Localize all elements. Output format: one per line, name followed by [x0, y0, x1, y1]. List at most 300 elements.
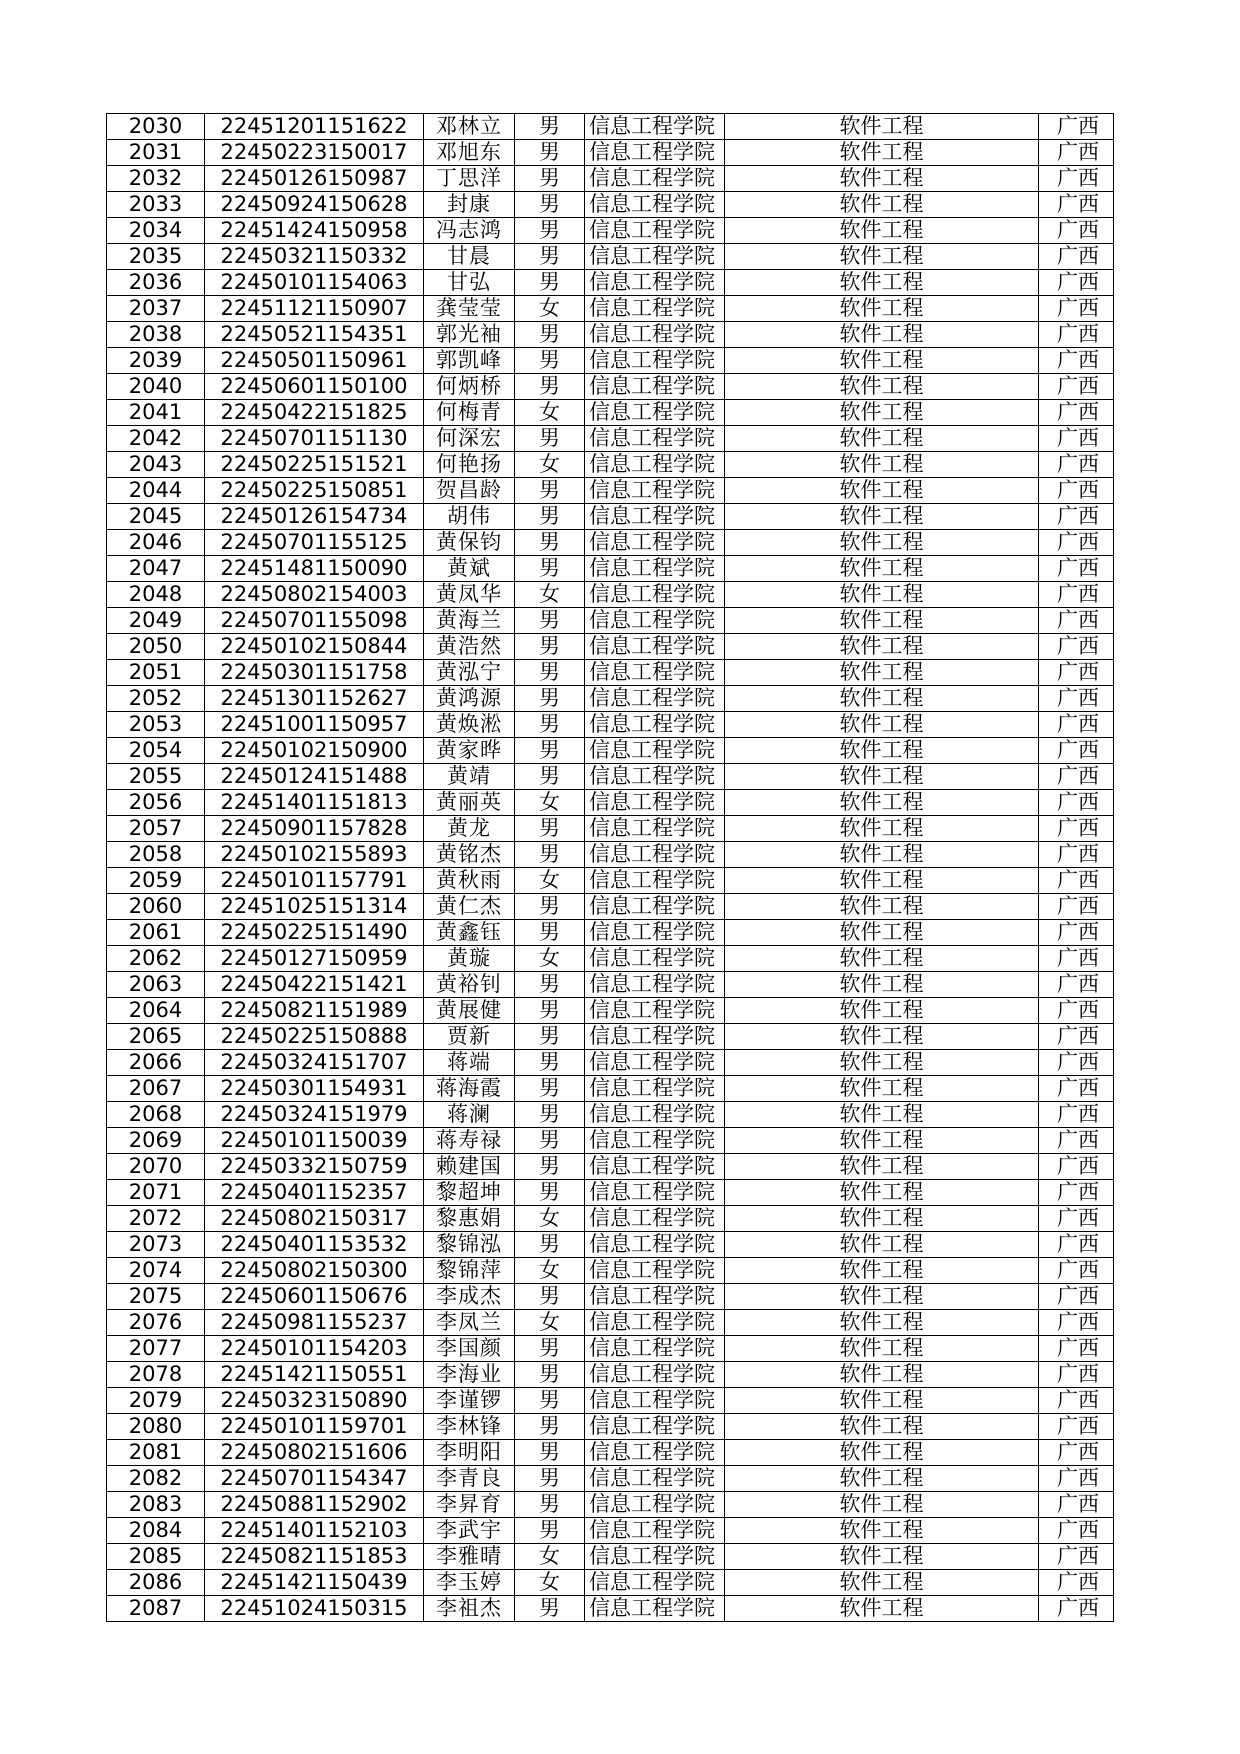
college-cell: 信息工程学院: [585, 920, 725, 946]
college-cell: 信息工程学院: [585, 1362, 725, 1388]
college-cell: 信息工程学院: [585, 322, 725, 348]
exam-id-cell: 22450225150888: [205, 1024, 424, 1050]
name-cell: 封康: [424, 192, 515, 218]
major-cell: 软件工程: [725, 192, 1039, 218]
province-cell: 广西: [1039, 1466, 1114, 1492]
major-cell: 软件工程: [725, 1310, 1039, 1336]
seq-cell: 2063: [107, 972, 205, 998]
name-cell: 黄璇: [424, 946, 515, 972]
major-cell: 软件工程: [725, 1362, 1039, 1388]
exam-id-cell: 22450101154203: [205, 1336, 424, 1362]
exam-id-cell: 22450601150100: [205, 374, 424, 400]
table-row: [107, 1440, 1114, 1466]
table-row: [107, 1414, 1114, 1440]
gender-cell: 女: [515, 1570, 585, 1596]
name-cell: 黄展健: [424, 998, 515, 1024]
province-cell: 广西: [1039, 1180, 1114, 1206]
college-cell: 信息工程学院: [585, 738, 725, 764]
seq-cell: 2048: [107, 582, 205, 608]
college-cell: 信息工程学院: [585, 1024, 725, 1050]
major-cell: 软件工程: [725, 790, 1039, 816]
major-cell: 软件工程: [725, 426, 1039, 452]
gender-cell: 男: [515, 478, 585, 504]
college-cell: 信息工程学院: [585, 348, 725, 374]
college-cell: 信息工程学院: [585, 1388, 725, 1414]
name-cell: 黎超坤: [424, 1180, 515, 1206]
gender-cell: 女: [515, 946, 585, 972]
college-cell: 信息工程学院: [585, 1492, 725, 1518]
college-cell: 信息工程学院: [585, 1128, 725, 1154]
table-row: [107, 192, 1114, 218]
exam-id-cell: 22451421150439: [205, 1570, 424, 1596]
major-cell: 软件工程: [725, 764, 1039, 790]
name-cell: 黄丽英: [424, 790, 515, 816]
seq-cell: 2058: [107, 842, 205, 868]
province-cell: 广西: [1039, 244, 1114, 270]
seq-cell: 2061: [107, 920, 205, 946]
major-cell: 软件工程: [725, 1336, 1039, 1362]
seq-cell: 2087: [107, 1596, 205, 1622]
exam-id-cell: 22451481150090: [205, 556, 424, 582]
province-cell: 广西: [1039, 192, 1114, 218]
college-cell: 信息工程学院: [585, 660, 725, 686]
name-cell: 黎锦萍: [424, 1258, 515, 1284]
province-cell: 广西: [1039, 218, 1114, 244]
college-cell: 信息工程学院: [585, 1596, 725, 1622]
exam-id-cell: 22451401151813: [205, 790, 424, 816]
province-cell: 广西: [1039, 348, 1114, 374]
province-cell: 广西: [1039, 1310, 1114, 1336]
exam-id-cell: 22451025151314: [205, 894, 424, 920]
name-cell: 何炳桥: [424, 374, 515, 400]
exam-id-cell: 22450422151825: [205, 400, 424, 426]
province-cell: 广西: [1039, 1388, 1114, 1414]
table-row: [107, 1232, 1114, 1258]
gender-cell: 男: [515, 1024, 585, 1050]
gender-cell: 男: [515, 660, 585, 686]
major-cell: 软件工程: [725, 1466, 1039, 1492]
gender-cell: 男: [515, 530, 585, 556]
name-cell: 蒋端: [424, 1050, 515, 1076]
table-row: [107, 1206, 1114, 1232]
college-cell: 信息工程学院: [585, 218, 725, 244]
name-cell: 李明阳: [424, 1440, 515, 1466]
gender-cell: 男: [515, 686, 585, 712]
seq-cell: 2031: [107, 140, 205, 166]
college-cell: 信息工程学院: [585, 868, 725, 894]
major-cell: 软件工程: [725, 1388, 1039, 1414]
major-cell: 软件工程: [725, 946, 1039, 972]
exam-id-cell: 22450981155237: [205, 1310, 424, 1336]
gender-cell: 男: [515, 1596, 585, 1622]
name-cell: 甘晨: [424, 244, 515, 270]
province-cell: 广西: [1039, 1024, 1114, 1050]
name-cell: 黄龙: [424, 816, 515, 842]
province-cell: 广西: [1039, 1102, 1114, 1128]
name-cell: 郭凯峰: [424, 348, 515, 374]
college-cell: 信息工程学院: [585, 1258, 725, 1284]
exam-id-cell: 22450101157791: [205, 868, 424, 894]
name-cell: 黄海兰: [424, 608, 515, 634]
gender-cell: 男: [515, 1466, 585, 1492]
college-cell: 信息工程学院: [585, 478, 725, 504]
province-cell: 广西: [1039, 1440, 1114, 1466]
table-row: [107, 738, 1114, 764]
table-row: [107, 1596, 1114, 1622]
gender-cell: 男: [515, 1284, 585, 1310]
seq-cell: 2067: [107, 1076, 205, 1102]
seq-cell: 2050: [107, 634, 205, 660]
major-cell: 软件工程: [725, 244, 1039, 270]
province-cell: 广西: [1039, 1258, 1114, 1284]
college-cell: 信息工程学院: [585, 582, 725, 608]
gender-cell: 男: [515, 114, 585, 140]
province-cell: 广西: [1039, 166, 1114, 192]
major-cell: 软件工程: [725, 660, 1039, 686]
name-cell: 甘弘: [424, 270, 515, 296]
major-cell: 软件工程: [725, 452, 1039, 478]
table-row: [107, 608, 1114, 634]
province-cell: 广西: [1039, 842, 1114, 868]
gender-cell: 女: [515, 1310, 585, 1336]
gender-cell: 男: [515, 218, 585, 244]
table-row: [107, 1310, 1114, 1336]
gender-cell: 女: [515, 296, 585, 322]
province-cell: 广西: [1039, 478, 1114, 504]
college-cell: 信息工程学院: [585, 1570, 725, 1596]
exam-id-cell: 22450881152902: [205, 1492, 424, 1518]
exam-id-cell: 22450802151606: [205, 1440, 424, 1466]
gender-cell: 女: [515, 1544, 585, 1570]
seq-cell: 2056: [107, 790, 205, 816]
name-cell: 蒋海霞: [424, 1076, 515, 1102]
seq-cell: 2043: [107, 452, 205, 478]
seq-cell: 2064: [107, 998, 205, 1024]
table-row: [107, 946, 1114, 972]
name-cell: 黄鸿源: [424, 686, 515, 712]
table-row: [107, 868, 1114, 894]
college-cell: 信息工程学院: [585, 452, 725, 478]
exam-id-cell: 22450802150317: [205, 1206, 424, 1232]
province-cell: 广西: [1039, 1050, 1114, 1076]
province-cell: 广西: [1039, 738, 1114, 764]
exam-id-cell: 22450126154734: [205, 504, 424, 530]
gender-cell: 男: [515, 426, 585, 452]
college-cell: 信息工程学院: [585, 426, 725, 452]
college-cell: 信息工程学院: [585, 712, 725, 738]
table-row: [107, 1388, 1114, 1414]
province-cell: 广西: [1039, 452, 1114, 478]
exam-id-cell: 22450323150890: [205, 1388, 424, 1414]
major-cell: 软件工程: [725, 894, 1039, 920]
exam-id-cell: 22450501150961: [205, 348, 424, 374]
table-row: [107, 270, 1114, 296]
gender-cell: 男: [515, 244, 585, 270]
name-cell: 何梅青: [424, 400, 515, 426]
seq-cell: 2039: [107, 348, 205, 374]
exam-id-cell: 22450301154931: [205, 1076, 424, 1102]
college-cell: 信息工程学院: [585, 114, 725, 140]
province-cell: 广西: [1039, 790, 1114, 816]
student-roster-table: [106, 113, 1114, 1622]
gender-cell: 男: [515, 1388, 585, 1414]
table-row: [107, 1024, 1114, 1050]
table-row: [107, 478, 1114, 504]
gender-cell: 男: [515, 1050, 585, 1076]
major-cell: 软件工程: [725, 1440, 1039, 1466]
table-row: [107, 894, 1114, 920]
major-cell: 软件工程: [725, 868, 1039, 894]
exam-id-cell: 22450101154063: [205, 270, 424, 296]
table-row: [107, 920, 1114, 946]
major-cell: 软件工程: [725, 1492, 1039, 1518]
name-cell: 何深宏: [424, 426, 515, 452]
major-cell: 软件工程: [725, 1518, 1039, 1544]
exam-id-cell: 22450225150851: [205, 478, 424, 504]
major-cell: 软件工程: [725, 712, 1039, 738]
exam-id-cell: 22451421150551: [205, 1362, 424, 1388]
name-cell: 李凤兰: [424, 1310, 515, 1336]
seq-cell: 2030: [107, 114, 205, 140]
seq-cell: 2040: [107, 374, 205, 400]
table-row: [107, 1518, 1114, 1544]
exam-id-cell: 22450701155098: [205, 608, 424, 634]
name-cell: 李成杰: [424, 1284, 515, 1310]
seq-cell: 2074: [107, 1258, 205, 1284]
college-cell: 信息工程学院: [585, 764, 725, 790]
college-cell: 信息工程学院: [585, 1232, 725, 1258]
gender-cell: 男: [515, 816, 585, 842]
table-row: [107, 1102, 1114, 1128]
major-cell: 软件工程: [725, 582, 1039, 608]
seq-cell: 2068: [107, 1102, 205, 1128]
seq-cell: 2035: [107, 244, 205, 270]
exam-id-cell: 22450324151979: [205, 1102, 424, 1128]
roster-body: [107, 114, 1114, 1622]
name-cell: 黄斌: [424, 556, 515, 582]
name-cell: 李国颜: [424, 1336, 515, 1362]
table-row: [107, 764, 1114, 790]
major-cell: 软件工程: [725, 400, 1039, 426]
college-cell: 信息工程学院: [585, 270, 725, 296]
province-cell: 广西: [1039, 634, 1114, 660]
seq-cell: 2069: [107, 1128, 205, 1154]
table-row: [107, 660, 1114, 686]
college-cell: 信息工程学院: [585, 608, 725, 634]
major-cell: 软件工程: [725, 504, 1039, 530]
exam-id-cell: 22450324151707: [205, 1050, 424, 1076]
exam-id-cell: 22450422151421: [205, 972, 424, 998]
exam-id-cell: 22450126150987: [205, 166, 424, 192]
gender-cell: 男: [515, 842, 585, 868]
province-cell: 广西: [1039, 972, 1114, 998]
gender-cell: 男: [515, 998, 585, 1024]
exam-id-cell: 22450102150844: [205, 634, 424, 660]
college-cell: 信息工程学院: [585, 894, 725, 920]
gender-cell: 男: [515, 738, 585, 764]
seq-cell: 2060: [107, 894, 205, 920]
major-cell: 软件工程: [725, 1206, 1039, 1232]
exam-id-cell: 22450901157828: [205, 816, 424, 842]
province-cell: 广西: [1039, 114, 1114, 140]
gender-cell: 男: [515, 556, 585, 582]
major-cell: 软件工程: [725, 1154, 1039, 1180]
province-cell: 广西: [1039, 1232, 1114, 1258]
seq-cell: 2081: [107, 1440, 205, 1466]
seq-cell: 2055: [107, 764, 205, 790]
college-cell: 信息工程学院: [585, 1206, 725, 1232]
province-cell: 广西: [1039, 712, 1114, 738]
province-cell: 广西: [1039, 400, 1114, 426]
name-cell: 李青良: [424, 1466, 515, 1492]
exam-id-cell: 22451024150315: [205, 1596, 424, 1622]
college-cell: 信息工程学院: [585, 1076, 725, 1102]
major-cell: 软件工程: [725, 114, 1039, 140]
college-cell: 信息工程学院: [585, 1466, 725, 1492]
major-cell: 软件工程: [725, 322, 1039, 348]
province-cell: 广西: [1039, 140, 1114, 166]
college-cell: 信息工程学院: [585, 842, 725, 868]
table-row: [107, 530, 1114, 556]
major-cell: 软件工程: [725, 296, 1039, 322]
exam-id-cell: 22450401153532: [205, 1232, 424, 1258]
gender-cell: 男: [515, 920, 585, 946]
college-cell: 信息工程学院: [585, 1440, 725, 1466]
exam-id-cell: 22450225151490: [205, 920, 424, 946]
province-cell: 广西: [1039, 1284, 1114, 1310]
college-cell: 信息工程学院: [585, 1050, 725, 1076]
major-cell: 软件工程: [725, 348, 1039, 374]
seq-cell: 2085: [107, 1544, 205, 1570]
gender-cell: 男: [515, 374, 585, 400]
province-cell: 广西: [1039, 816, 1114, 842]
seq-cell: 2051: [107, 660, 205, 686]
table-row: [107, 322, 1114, 348]
seq-cell: 2034: [107, 218, 205, 244]
exam-id-cell: 22450821151853: [205, 1544, 424, 1570]
gender-cell: 男: [515, 140, 585, 166]
seq-cell: 2083: [107, 1492, 205, 1518]
table-row: [107, 1258, 1114, 1284]
province-cell: 广西: [1039, 270, 1114, 296]
name-cell: 李武宇: [424, 1518, 515, 1544]
gender-cell: 女: [515, 400, 585, 426]
name-cell: 李林锋: [424, 1414, 515, 1440]
college-cell: 信息工程学院: [585, 1154, 725, 1180]
province-cell: 广西: [1039, 1362, 1114, 1388]
table-row: [107, 296, 1114, 322]
major-cell: 软件工程: [725, 1596, 1039, 1622]
province-cell: 广西: [1039, 660, 1114, 686]
table-row: [107, 1180, 1114, 1206]
college-cell: 信息工程学院: [585, 998, 725, 1024]
name-cell: 胡伟: [424, 504, 515, 530]
exam-id-cell: 22451301152627: [205, 686, 424, 712]
exam-id-cell: 22450102155893: [205, 842, 424, 868]
name-cell: 黄家晔: [424, 738, 515, 764]
province-cell: 广西: [1039, 1544, 1114, 1570]
table-row: [107, 1076, 1114, 1102]
seq-cell: 2052: [107, 686, 205, 712]
table-row: [107, 426, 1114, 452]
name-cell: 黄仁杰: [424, 894, 515, 920]
seq-cell: 2066: [107, 1050, 205, 1076]
gender-cell: 女: [515, 1258, 585, 1284]
name-cell: 李祖杰: [424, 1596, 515, 1622]
name-cell: 李谨锣: [424, 1388, 515, 1414]
name-cell: 黄浩然: [424, 634, 515, 660]
gender-cell: 男: [515, 1076, 585, 1102]
gender-cell: 男: [515, 608, 585, 634]
seq-cell: 2047: [107, 556, 205, 582]
gender-cell: 男: [515, 166, 585, 192]
name-cell: 李雅晴: [424, 1544, 515, 1570]
table-row: [107, 1570, 1114, 1596]
major-cell: 软件工程: [725, 1076, 1039, 1102]
table-row: [107, 374, 1114, 400]
province-cell: 广西: [1039, 1596, 1114, 1622]
province-cell: 广西: [1039, 1518, 1114, 1544]
table-row: [107, 166, 1114, 192]
province-cell: 广西: [1039, 608, 1114, 634]
gender-cell: 男: [515, 348, 585, 374]
name-cell: 何艳扬: [424, 452, 515, 478]
name-cell: 黄靖: [424, 764, 515, 790]
major-cell: 软件工程: [725, 1570, 1039, 1596]
province-cell: 广西: [1039, 296, 1114, 322]
gender-cell: 男: [515, 1336, 585, 1362]
seq-cell: 2046: [107, 530, 205, 556]
table-row: [107, 816, 1114, 842]
gender-cell: 女: [515, 1206, 585, 1232]
gender-cell: 男: [515, 764, 585, 790]
seq-cell: 2079: [107, 1388, 205, 1414]
province-cell: 广西: [1039, 530, 1114, 556]
name-cell: 李海业: [424, 1362, 515, 1388]
name-cell: 贾新: [424, 1024, 515, 1050]
college-cell: 信息工程学院: [585, 1102, 725, 1128]
name-cell: 黄焕淞: [424, 712, 515, 738]
table-row: [107, 452, 1114, 478]
seq-cell: 2070: [107, 1154, 205, 1180]
gender-cell: 男: [515, 1180, 585, 1206]
province-cell: 广西: [1039, 322, 1114, 348]
college-cell: 信息工程学院: [585, 296, 725, 322]
name-cell: 赖建国: [424, 1154, 515, 1180]
college-cell: 信息工程学院: [585, 192, 725, 218]
major-cell: 软件工程: [725, 608, 1039, 634]
table-row: [107, 712, 1114, 738]
table-row: [107, 400, 1114, 426]
gender-cell: 男: [515, 504, 585, 530]
college-cell: 信息工程学院: [585, 1414, 725, 1440]
province-cell: 广西: [1039, 686, 1114, 712]
table-row: [107, 1544, 1114, 1570]
exam-id-cell: 22450321150332: [205, 244, 424, 270]
exam-id-cell: 22450701155125: [205, 530, 424, 556]
province-cell: 广西: [1039, 504, 1114, 530]
college-cell: 信息工程学院: [585, 504, 725, 530]
major-cell: 软件工程: [725, 1128, 1039, 1154]
name-cell: 黄凤华: [424, 582, 515, 608]
gender-cell: 男: [515, 712, 585, 738]
seq-cell: 2078: [107, 1362, 205, 1388]
name-cell: 黎惠娟: [424, 1206, 515, 1232]
table-row: [107, 634, 1114, 660]
gender-cell: 男: [515, 972, 585, 998]
gender-cell: 女: [515, 790, 585, 816]
seq-cell: 2084: [107, 1518, 205, 1544]
